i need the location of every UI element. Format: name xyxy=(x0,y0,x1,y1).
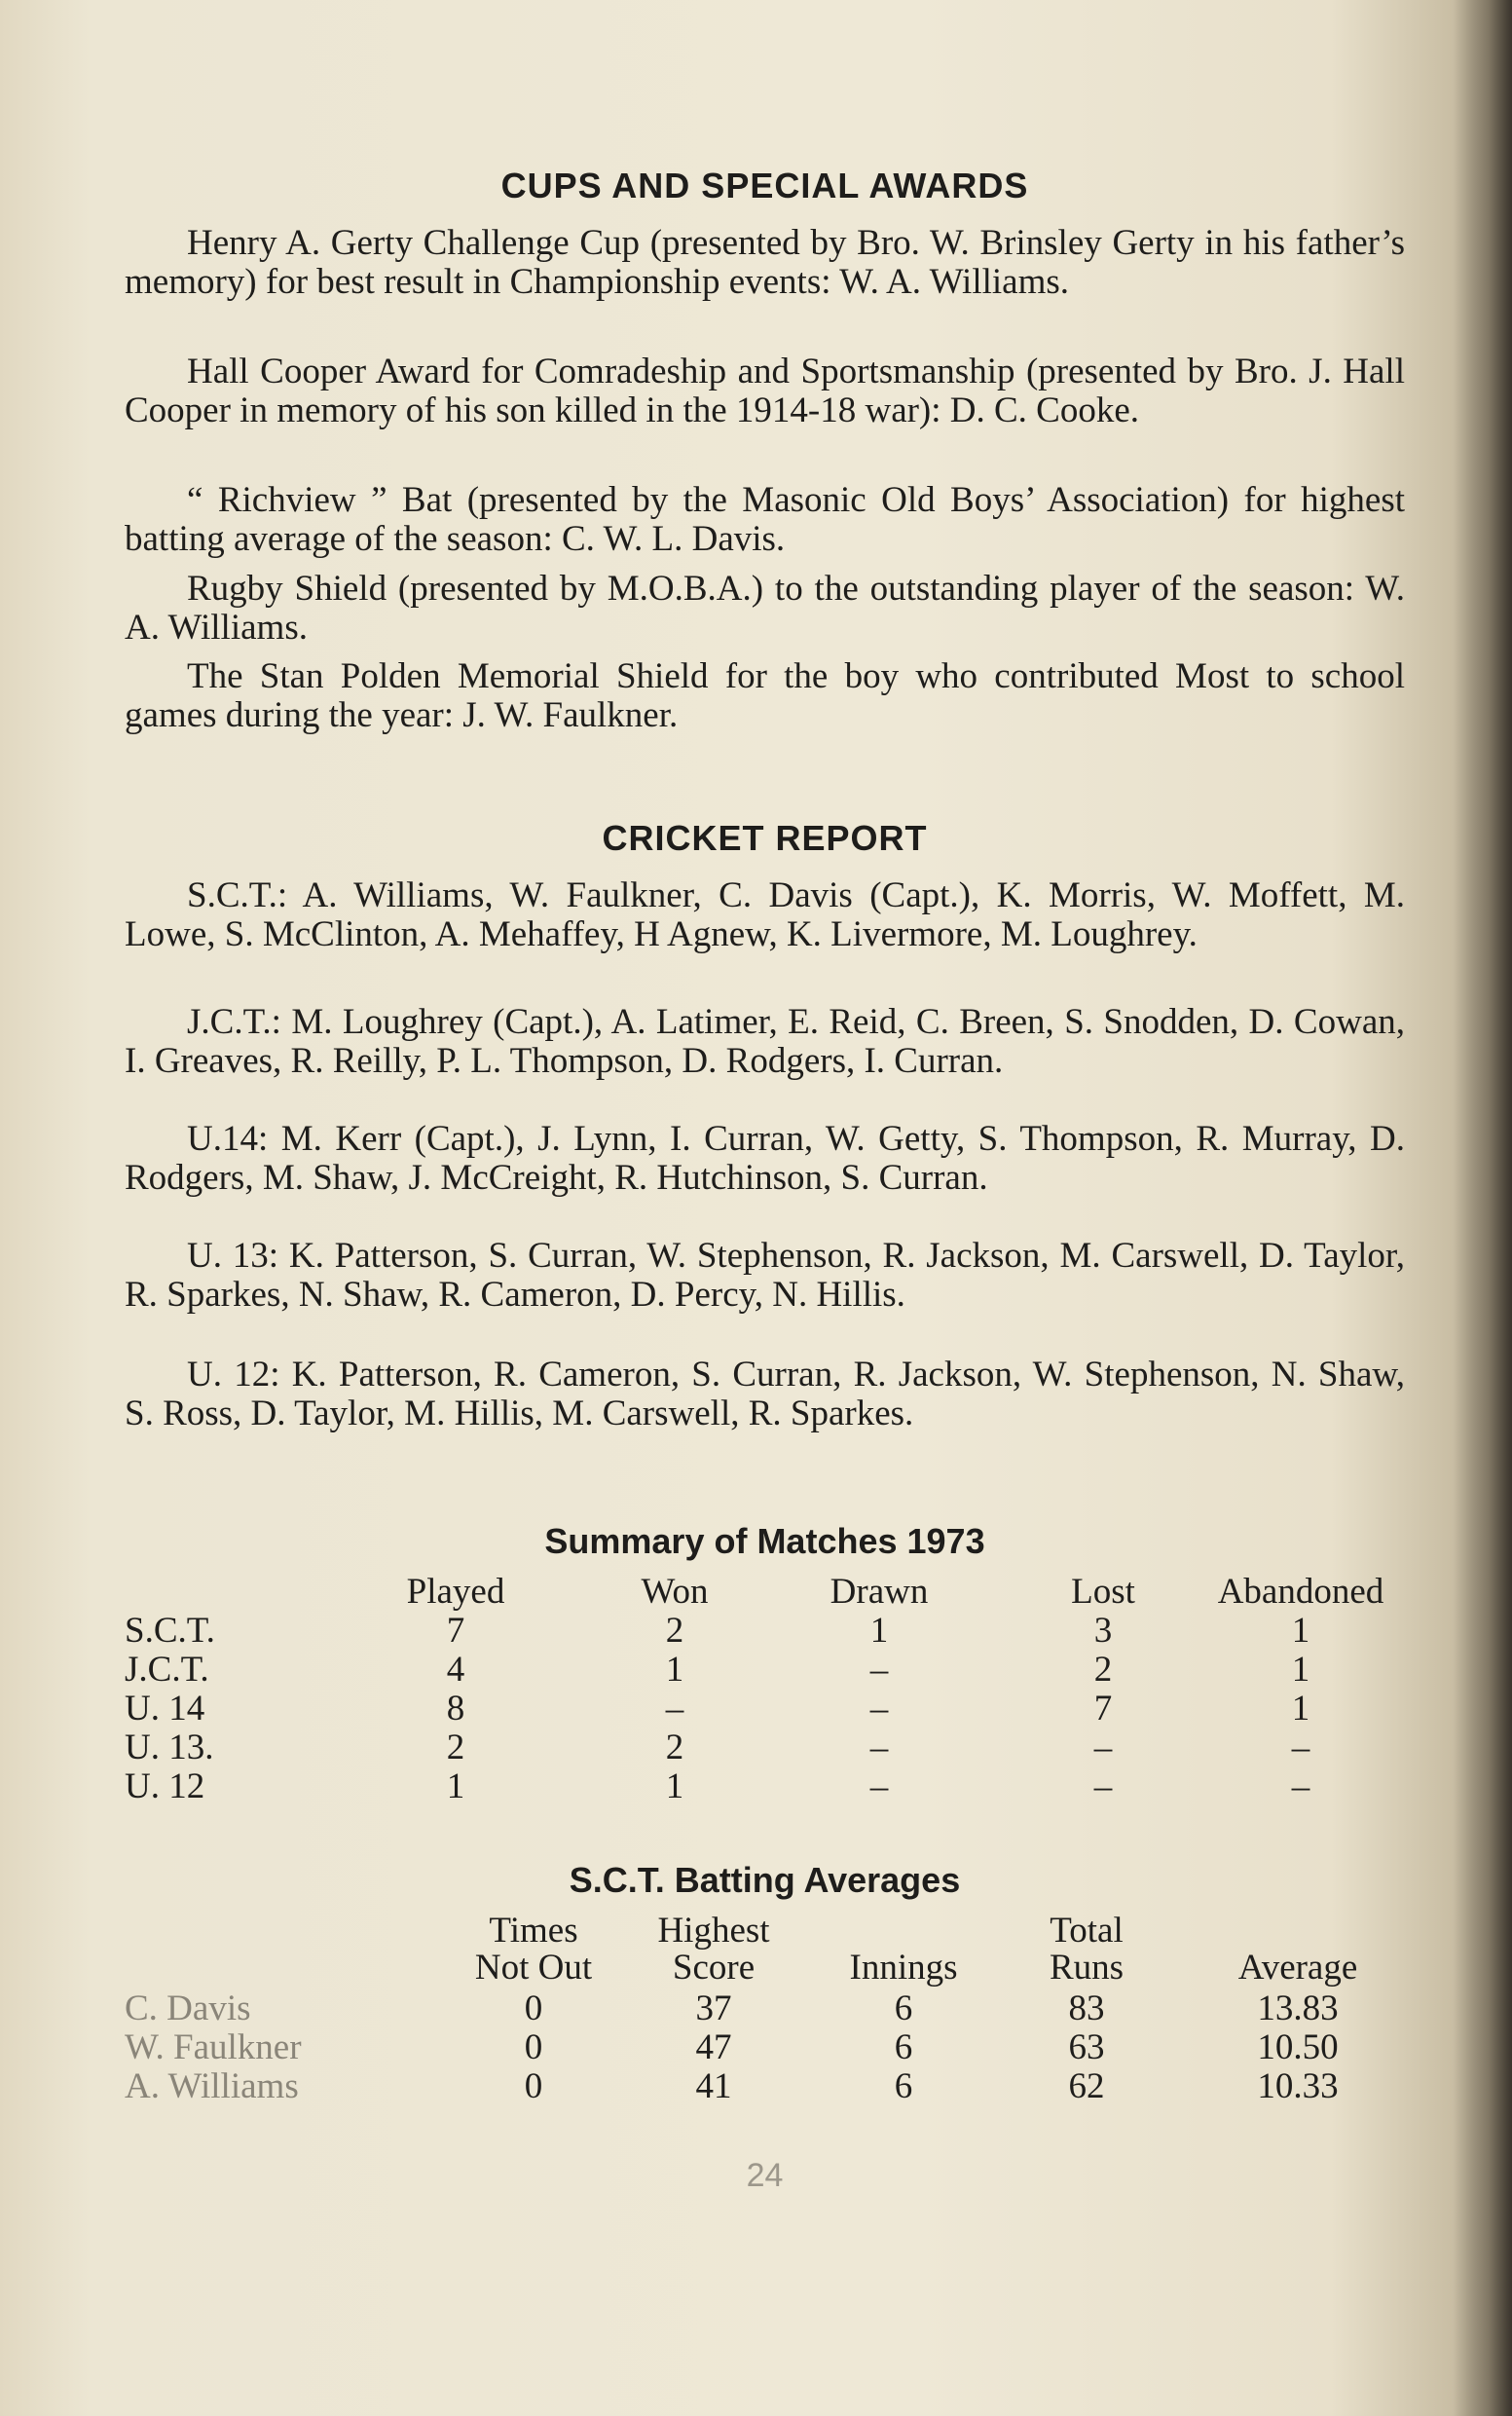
summary-heading: Summary of Matches 1973 xyxy=(544,1521,985,1561)
column-header: Won xyxy=(641,1572,709,1612)
table-cell: 0 xyxy=(524,2027,543,2067)
table-cell: 13.83 xyxy=(1257,1989,1339,2028)
award-paragraph: “ Richview ” Bat (presented by the Masonic Old Boys’ Association) for highest batting average of the season: C. W. L. Davis. xyxy=(125,480,1405,559)
page-number: 24 xyxy=(746,2157,784,2194)
team-label: U. 12 xyxy=(125,1766,205,1806)
table-cell: 1 xyxy=(665,1650,684,1690)
table-cell: 62 xyxy=(1068,2066,1105,2106)
player-label: C. Davis xyxy=(125,1989,251,2028)
table-cell: – xyxy=(1291,1766,1310,1806)
column-header: Score xyxy=(672,1948,756,1988)
column-header: Total xyxy=(1050,1911,1124,1951)
team-label: S.C.T. xyxy=(125,1611,215,1651)
table-cell: 4 xyxy=(446,1650,465,1690)
table-cell: 6 xyxy=(894,1989,913,2028)
player-label: A. Williams xyxy=(125,2066,299,2106)
table-cell: 10.33 xyxy=(1257,2066,1339,2106)
award-paragraph: The Stan Polden Memorial Shield for the boy who contributed Most to school games during the year: J. W. Faulkner. xyxy=(125,656,1405,735)
table-cell: – xyxy=(869,1766,889,1806)
column-header: Abandoned xyxy=(1217,1572,1384,1612)
team-paragraph: J.C.T.: M. Loughrey (Capt.), A. Latimer, E. Reid, C. Breen, S. Snodden, D. Cowan, I. Greaves, R. Reilly, P. L. Thompson, D. Rodgers, I. Curran. xyxy=(125,1002,1405,1081)
table-cell: 1 xyxy=(665,1766,684,1806)
table-cell: – xyxy=(1093,1728,1113,1767)
table-cell: – xyxy=(869,1650,889,1690)
table-cell: 2 xyxy=(665,1728,684,1767)
award-paragraph: Henry A. Gerty Challenge Cup (presented by Bro. W. Brinsley Gerty in his father’s memory) for best result in Championship events: W. A. Williams. xyxy=(125,223,1405,302)
table-cell: – xyxy=(665,1689,684,1728)
table-cell: 47 xyxy=(695,2027,732,2067)
book-spine-shadow xyxy=(1454,0,1512,2416)
table-row xyxy=(125,1767,1405,1806)
team-label: J.C.T. xyxy=(125,1650,209,1690)
team-paragraph: U. 13: K. Patterson, S. Curran, W. Stephenson, R. Jackson, M. Carswell, D. Taylor, R. Sparkes, N. Shaw, R. Cameron, D. Percy, N. Hillis. xyxy=(125,1236,1405,1315)
table-row xyxy=(125,1989,1405,2028)
table-cell: 1 xyxy=(1291,1689,1310,1728)
table-cell: 6 xyxy=(894,2066,913,2106)
column-header: Not Out xyxy=(474,1948,593,1988)
table-row xyxy=(125,2067,1405,2106)
team-label: U. 14 xyxy=(125,1689,205,1728)
table-cell: 2 xyxy=(1093,1650,1113,1690)
cups-heading: CUPS AND SPECIAL AWARDS xyxy=(500,166,1029,205)
team-paragraph: U.14: M. Kerr (Capt.), J. Lynn, I. Curran, W. Getty, S. Thompson, R. Murray, D. Rodgers, M. Shaw, J. McCreight, R. Hutchinson, S. Curran. xyxy=(125,1119,1405,1198)
award-paragraph: Rugby Shield (presented by M.O.B.A.) to the outstanding player of the season: W. A. Williams. xyxy=(125,569,1405,648)
table-cell: 1 xyxy=(869,1611,889,1651)
table-row xyxy=(125,2028,1405,2067)
table-cell: 1 xyxy=(1291,1611,1310,1651)
table-row xyxy=(125,1690,1405,1728)
table-cell: 2 xyxy=(446,1728,465,1767)
table-cell: 7 xyxy=(1093,1689,1113,1728)
column-header: Times xyxy=(489,1911,578,1951)
table-cell: 41 xyxy=(695,2066,732,2106)
table-cell: 10.50 xyxy=(1257,2027,1339,2067)
table-cell: – xyxy=(1093,1766,1113,1806)
table-row xyxy=(125,1612,1405,1651)
cricket-heading: CRICKET REPORT xyxy=(602,818,928,858)
column-header: Runs xyxy=(1049,1948,1125,1988)
table-cell: 1 xyxy=(446,1766,465,1806)
team-label: U. 13. xyxy=(125,1728,214,1767)
player-label: W. Faulkner xyxy=(125,2027,302,2067)
table-cell: 7 xyxy=(446,1611,465,1651)
table-cell: 2 xyxy=(665,1611,684,1651)
table-cell: 37 xyxy=(695,1989,732,2028)
table-cell: 63 xyxy=(1068,2027,1105,2067)
table-cell: 3 xyxy=(1093,1611,1113,1651)
table-row xyxy=(125,1651,1405,1690)
column-header: Innings xyxy=(849,1948,958,1988)
table-cell: – xyxy=(869,1689,889,1728)
table-cell: 6 xyxy=(894,2027,913,2067)
column-header: Average xyxy=(1237,1948,1358,1988)
table-cell: 8 xyxy=(446,1689,465,1728)
award-paragraph: Hall Cooper Award for Comradeship and Sportsmanship (presented by Bro. J. Hall Cooper in memory of his son killed in the 1914-18 war): D. C. Cooke. xyxy=(125,352,1405,430)
table-cell: 83 xyxy=(1068,1989,1105,2028)
summary-header-row xyxy=(125,1573,1405,1612)
table-cell: – xyxy=(869,1728,889,1767)
team-paragraph: U. 12: K. Patterson, R. Cameron, S. Curran, R. Jackson, W. Stephenson, N. Shaw, S. Ross, D. Taylor, M. Hillis, M. Carswell, R. Sparkes. xyxy=(125,1355,1405,1433)
table-cell: 0 xyxy=(524,1989,543,2028)
team-paragraph: S.C.T.: A. Williams, W. Faulkner, C. Davis (Capt.), K. Morris, W. Moffett, M. Lowe, S. McClinton, A. Mehaffey, H Agnew, K. Livermore, M. Loughrey. xyxy=(125,875,1405,954)
column-header: Played xyxy=(406,1572,505,1612)
column-header: Highest xyxy=(657,1911,770,1951)
table-cell: 1 xyxy=(1291,1650,1310,1690)
batting-header-bottom-row xyxy=(125,1949,1405,1988)
column-header: Lost xyxy=(1071,1572,1135,1612)
table-cell: – xyxy=(1291,1728,1310,1767)
table-cell: 0 xyxy=(524,2066,543,2106)
batting-heading: S.C.T. Batting Averages xyxy=(569,1860,961,1900)
table-row xyxy=(125,1728,1405,1767)
batting-header-top-row xyxy=(125,1912,1405,1951)
column-header: Drawn xyxy=(830,1572,929,1612)
